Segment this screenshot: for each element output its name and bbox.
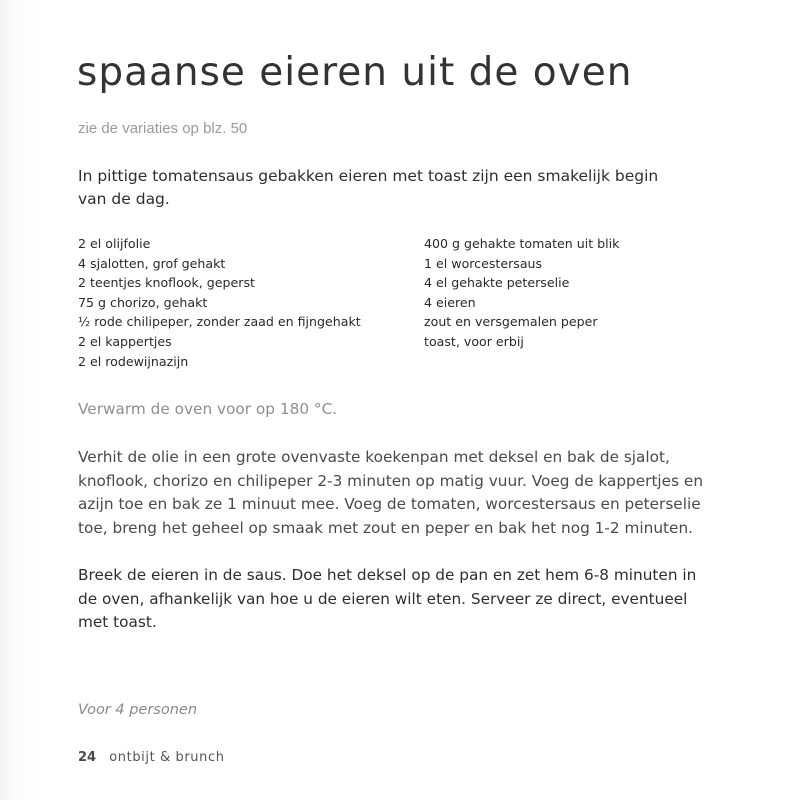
ingredient-item: zout en versgemalen peper bbox=[424, 314, 598, 330]
page-footer bbox=[78, 750, 225, 765]
ingredients-list-right bbox=[424, 234, 619, 352]
ingredient-item: 75 g chorizo, gehakt bbox=[78, 294, 208, 310]
method-step-preheat: Verwarm de oven voor op 180 °C. bbox=[78, 400, 338, 418]
ingredient-item: 4 sjalotten, grof gehakt bbox=[78, 255, 226, 271]
method-step-cook-sauce: Verhit de olie in een grote ovenvaste koekenpan met deksel en bak de sjalot, knoflook, chorizo en chilipeper 2-3 minuten op matig vuur. Voeg de kappertjes en azijn toe en bak ze 1 minuut mee. Voeg de tomaten, worcestersaus en peterselie toe, breng het geheel op smaak met zout en peper en bak het nog 1-2 minuten. bbox=[78, 448, 704, 537]
recipe-title: spaanse eieren uit de oven bbox=[77, 50, 633, 95]
ingredient-item: toast, voor erbij bbox=[424, 333, 524, 349]
recipe-intro: In pittige tomatensaus gebakken eieren met toast zijn een smakelijk begin van de dag. bbox=[78, 167, 659, 208]
method-step-bake-eggs: Breek de eieren in de saus. Doe het deksel op de pan en zet hem 6-8 minuten in de oven, afhankelijk van hoe u de eieren wilt eten. Serveer ze direct, eventueel met toast. bbox=[78, 566, 697, 631]
ingredient-item: 4 eieren bbox=[424, 294, 476, 310]
ingredient-item: 4 el gehakte peterselie bbox=[424, 275, 570, 291]
ingredient-item: 1 el worcestersaus bbox=[424, 255, 543, 271]
ingredient-item: 400 g gehakte tomaten uit blik bbox=[424, 236, 620, 251]
ingredient-item: 2 teentjes knoflook, geperst bbox=[78, 275, 255, 291]
servings-note: Voor 4 personen bbox=[78, 702, 198, 718]
ingredient-item: ½ rode chilipeper, zonder zaad en fijngehakt bbox=[78, 314, 361, 330]
ingredient-item: 2 el rodewijnazijn bbox=[78, 353, 189, 369]
ingredients-list-left bbox=[78, 234, 361, 371]
ingredient-item: 2 el kappertjes bbox=[78, 333, 172, 349]
variations-note: zie de variaties op blz. 50 bbox=[78, 120, 248, 137]
ingredient-item: 2 el olijfolie bbox=[78, 236, 151, 251]
page-number: 24 bbox=[78, 750, 97, 765]
section-name: ontbijt & brunch bbox=[109, 750, 225, 765]
